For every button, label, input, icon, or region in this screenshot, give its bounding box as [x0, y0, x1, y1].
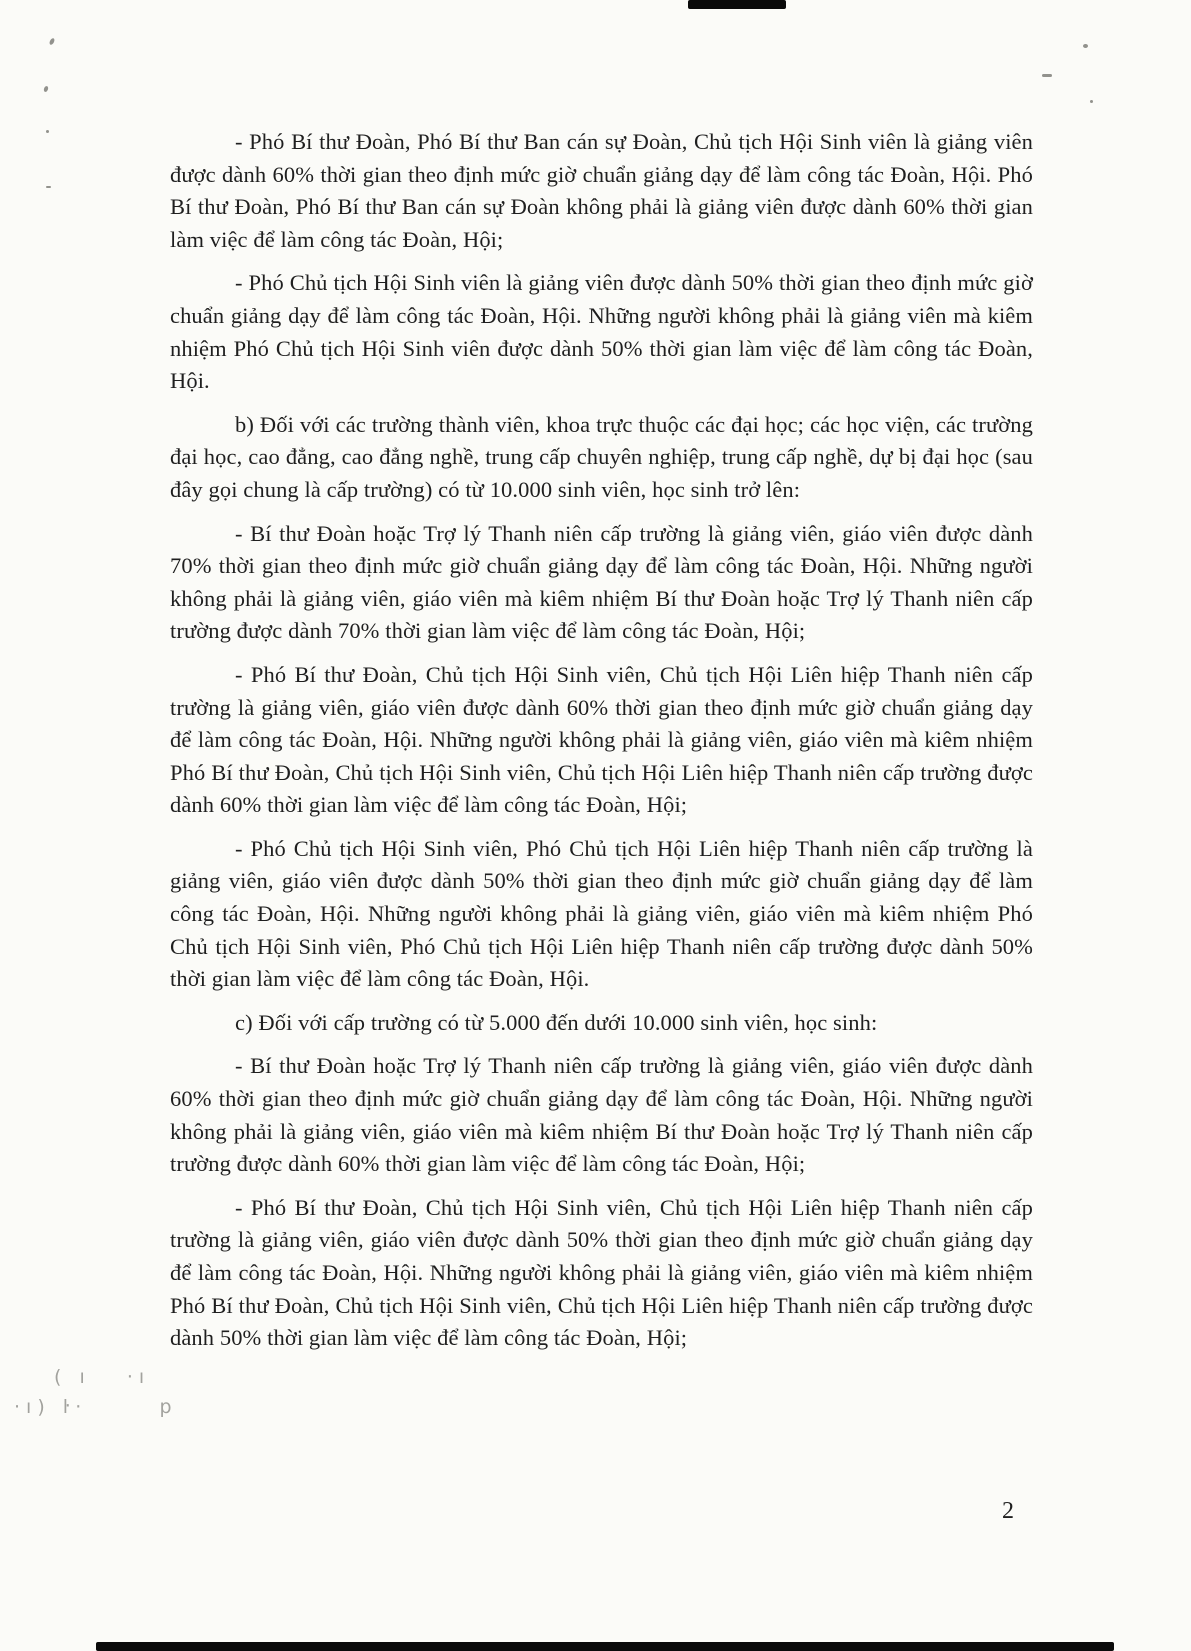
paragraph: - Bí thư Đoàn hoặc Trợ lý Thanh niên cấp trường là giảng viên, giáo viên được dành 60% thời gian theo định mức giờ chuẩn giảng dạy để làm công tác Đoàn, Hội. Những người không phải là giảng viên, giáo viên mà kiêm nhiệm Bí thư Đoàn hoặc Trợ lý Thanh niên cấp trường được dành 60% thời gian làm việc để làm công tác Đoàn, Hội;	[170, 1053, 1033, 1177]
scan-speck	[46, 130, 49, 133]
scan-speck	[1083, 44, 1088, 48]
scan-speck	[46, 186, 51, 188]
stamp-mark-line: ·ı) ŀ· p	[14, 1396, 178, 1418]
page-number: 2	[1002, 1498, 1014, 1524]
paragraph: - Phó Chủ tịch Hội Sinh viên là giảng viên được dành 50% thời gian theo định mức giờ chuẩn giảng dạy để làm công tác Đoàn, Hội. Những người không phải là giảng viên mà kiêm nhiệm Phó Chủ tịch Hội Sinh viên được dành 50% thời gian làm việc để làm công tác Đoàn, Hội.	[170, 270, 1033, 394]
paragraph-section-c: c) Đối với cấp trường có từ 5.000 đến dưới 10.000 sinh viên, học sinh:	[235, 1009, 878, 1035]
scan-artifact-top-bar	[688, 0, 786, 9]
scan-speck	[1042, 74, 1052, 77]
paragraph: - Phó Bí thư Đoàn, Chủ tịch Hội Sinh viên, Chủ tịch Hội Liên hiệp Thanh niên cấp trường là giảng viên, giáo viên được dành 50% thời gian theo định mức giờ chuẩn giảng dạy để làm công tác Đoàn, Hội. Những người không phải là giảng viên, giáo viên mà kiêm nhiệm Phó Bí thư Đoàn, Chủ tịch Hội Sinh viên, Chủ tịch Hội Liên hiệp Thanh niên cấp trường được dành 50% thời gian làm việc để làm công tác Đoàn, Hội;	[170, 1194, 1033, 1351]
stamp-marks	[14, 1362, 178, 1422]
scan-speck	[43, 85, 49, 92]
paragraph: - Bí thư Đoàn hoặc Trợ lý Thanh niên cấp trường là giảng viên, giáo viên được dành 70% thời gian theo định mức giờ chuẩn giảng dạy để làm công tác Đoàn, Hội. Những người không phải là giảng viên, giáo viên mà kiêm nhiệm Bí thư Đoàn hoặc Trợ lý Thanh niên cấp trường được dành 70% thời gian làm việc để làm công tác Đoàn, Hội;	[170, 520, 1033, 644]
paragraph: - Phó Chủ tịch Hội Sinh viên, Phó Chủ tịch Hội Liên hiệp Thanh niên cấp trường là giảng viên, giáo viên được dành 50% thời gian theo định mức giờ chuẩn giảng dạy để làm công tác Đoàn, Hội. Những người không phải là giảng viên, giáo viên mà kiêm nhiệm Phó Chủ tịch Hội Sinh viên, Phó Chủ tịch Hội Liên hiệp Thanh niên cấp trường được dành 50% thời gian làm việc để làm công tác Đoàn, Hội.	[170, 835, 1033, 992]
scan-speck	[49, 37, 56, 45]
scan-speck	[1090, 100, 1093, 103]
scan-artifact-bottom-bar	[96, 1642, 1114, 1651]
paragraph: - Phó Bí thư Đoàn, Phó Bí thư Ban cán sự Đoàn, Chủ tịch Hội Sinh viên là giảng viên được dành 60% thời gian theo định mức giờ chuẩn giảng dạy để làm công tác Đoàn, Hội. Phó Bí thư Đoàn, Phó Bí thư Ban cán sự Đoàn không phải là giảng viên được dành 60% thời gian làm việc để làm công tác Đoàn, Hội;	[170, 129, 1033, 252]
document-body	[170, 126, 1033, 1366]
paragraph-section-b: b) Đối với các trường thành viên, khoa trực thuộc các đại học; các học viện, các trường đại học, cao đẳng, cao đẳng nghề, trung cấp chuyên nghiệp, trung cấp nghề, dự bị đại học (sau đây gọi chung là cấp trường) có từ 10.000 sinh viên, học sinh trở lên:	[170, 411, 1033, 502]
stamp-mark-line: ( ı ·ı	[54, 1366, 151, 1388]
paragraph: - Phó Bí thư Đoàn, Chủ tịch Hội Sinh viên, Chủ tịch Hội Liên hiệp Thanh niên cấp trường là giảng viên, giáo viên được dành 60% thời gian theo định mức giờ chuẩn giảng dạy để làm công tác Đoàn, Hội. Những người không phải là giảng viên, giáo viên mà kiêm nhiệm Phó Bí thư Đoàn, Chủ tịch Hội Sinh viên, Chủ tịch Hội Liên hiệp Thanh niên cấp trường được dành 60% thời gian làm việc để làm công tác Đoàn, Hội;	[170, 661, 1033, 818]
